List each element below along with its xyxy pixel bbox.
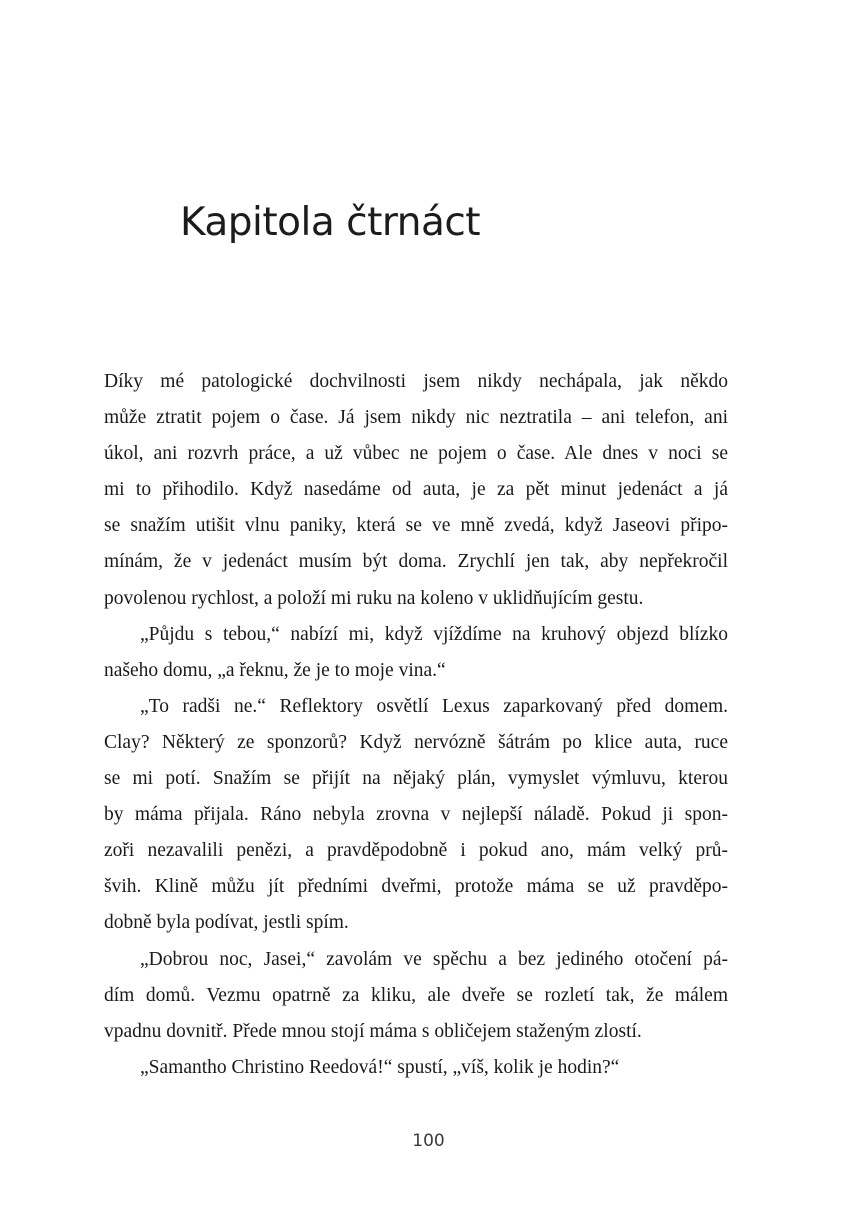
text-line: dobně byla podívat, jestli spím. — [104, 912, 349, 934]
text-line: se snažím utišit vlnu paniky, která se ve mně zvedá, když Jaseovi připo- — [104, 515, 728, 537]
text-line: Clay? Některý ze sponzorů? Když nervózně šátrám po klice auta, ruce — [104, 731, 728, 753]
text-line: „Dobrou noc, Jasei,“ zavolám ve spěchu a bez jediného otočení pá- — [140, 948, 728, 970]
text-line: by máma přijala. Ráno nebyla zrovna v nejlepší náladě. Pokud ji spon- — [104, 804, 728, 826]
text-line: mínám, že v jedenáct musím být doma. Zrychlí jen tak, aby nepřekročil — [104, 551, 728, 573]
body-text — [104, 364, 728, 1086]
text-line: může ztratit pojem o čase. Já jsem nikdy nic neztratila – ani telefon, ani — [104, 407, 728, 429]
text-line: úkol, ani rozvrh práce, a už vůbec ne pojem o čase. Ale dnes v noci se — [104, 443, 728, 465]
text-line: dím domů. Vezmu opatrně za kliku, ale dveře se rozletí tak, že málem — [104, 984, 728, 1006]
text-line: se mi potí. Snažím se přijít na nějaký plán, vymyslet výmluvu, kterou — [104, 768, 728, 790]
text-line: „Samantho Christino Reedová!“ spustí, „víš, kolik je hodin?“ — [140, 1056, 620, 1078]
text-line: „Půjdu s tebou,“ nabízí mi, když vjíždíme na kruhový objezd blízko — [140, 623, 728, 645]
text-line: vpadnu dovnitř. Přede mnou stojí máma s obličejem staženým zlostí. — [104, 1020, 642, 1042]
text-line: Díky mé patologické dochvilnosti jsem nikdy nechápala, jak někdo — [104, 371, 728, 392]
page-number: 100 — [412, 1131, 445, 1151]
text-line: našeho domu, „a řeknu, že je to moje vina.“ — [104, 659, 446, 681]
chapter-title: Kapitola čtrnáct — [180, 200, 481, 245]
text-line: mi to přihodilo. Když nasedáme od auta, je za pět minut jedenáct a já — [104, 479, 728, 501]
text-line: zoři nezavalili penězi, a pravděpodobně i pokud ano, mám velký prů- — [104, 840, 728, 862]
text-line: „To radši ne.“ Reflektory osvětlí Lexus zaparkovaný před domem. — [140, 695, 728, 717]
text-line: povolenou rychlost, a položí mi ruku na koleno v uklidňujícím gestu. — [104, 587, 644, 609]
text-line: švih. Klině můžu jít předními dveřmi, protože máma se už pravděpo- — [104, 876, 728, 898]
